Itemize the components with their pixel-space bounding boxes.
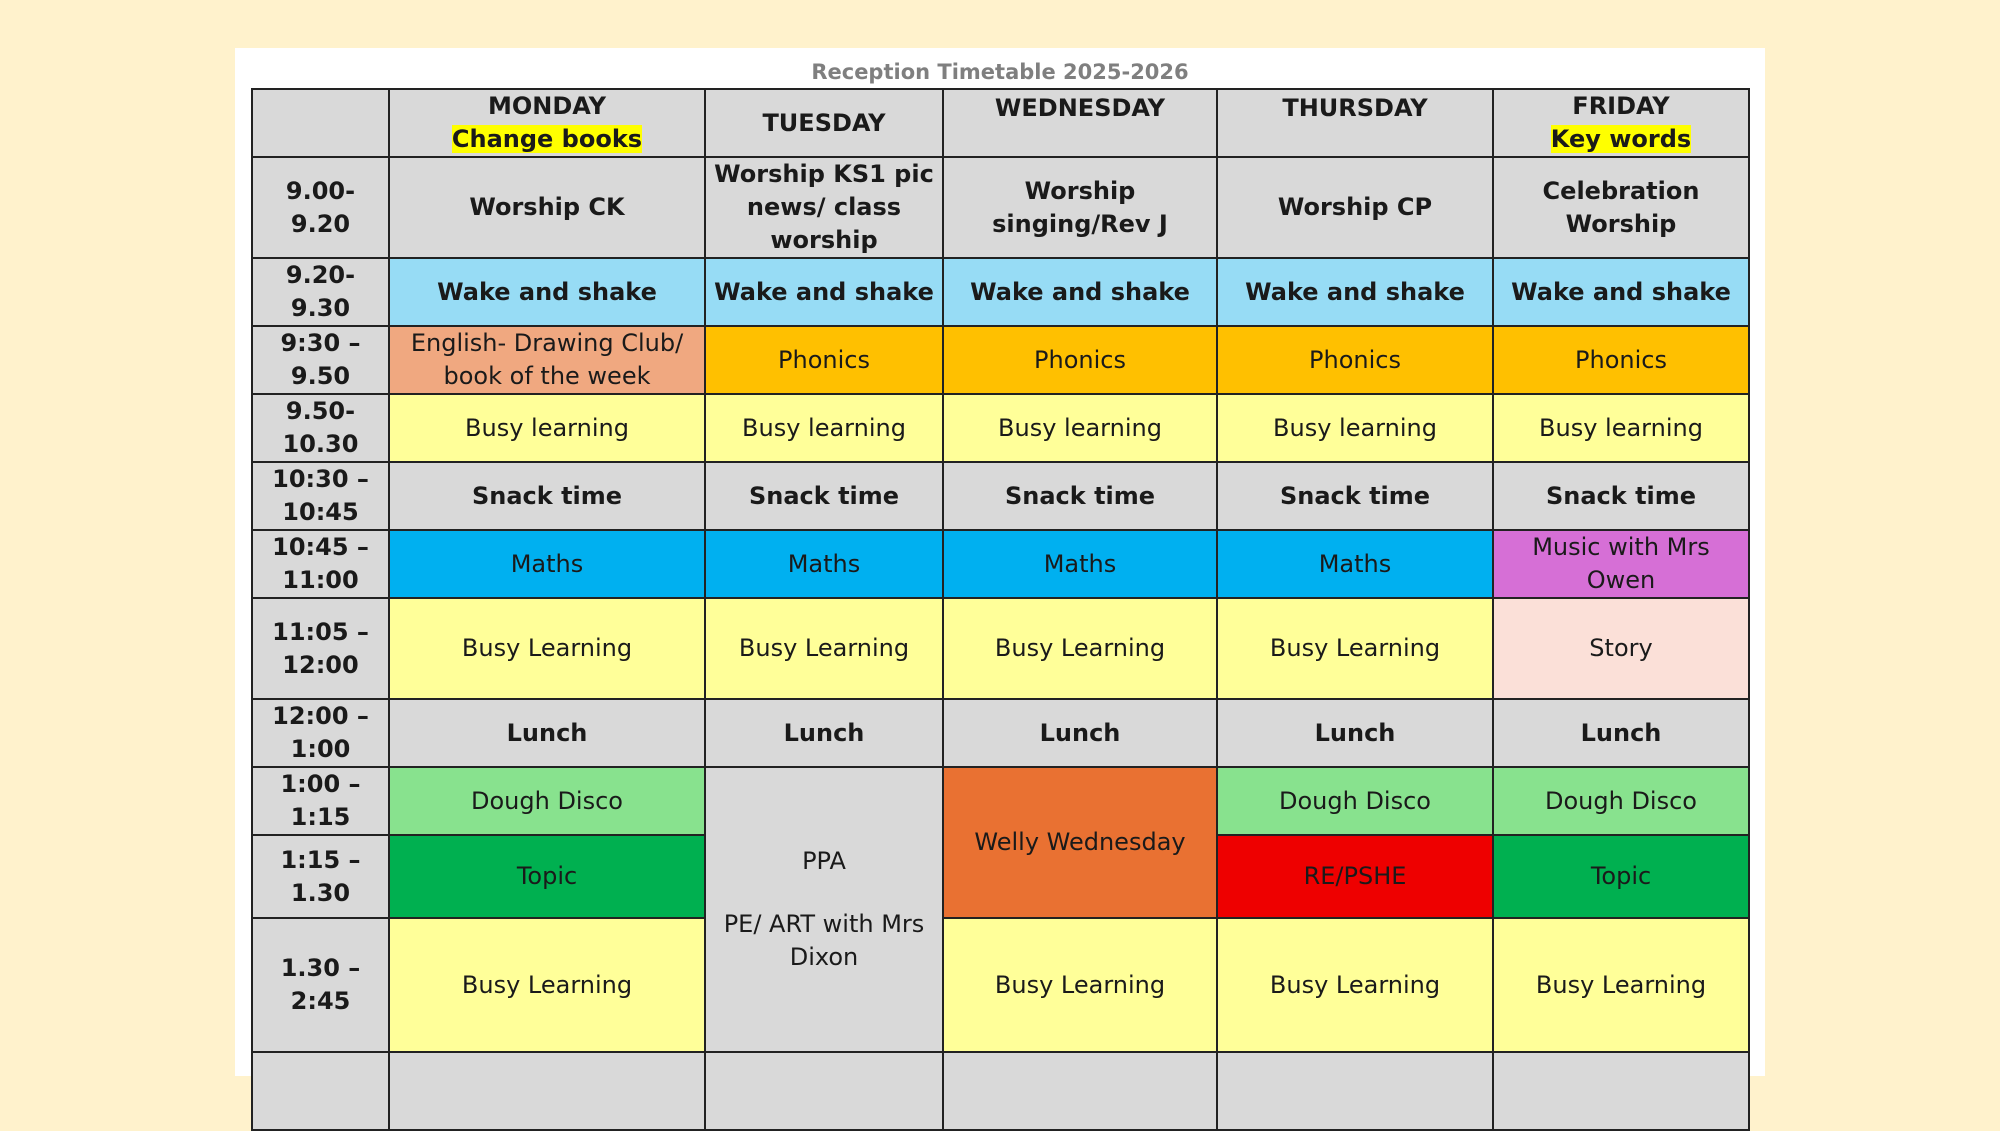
empty-cell — [1217, 1052, 1493, 1130]
row-snack — [252, 462, 1749, 530]
lunch-monday: Lunch — [389, 699, 705, 767]
busy-thursday: Busy Learning — [1217, 598, 1493, 699]
time-cell: 12:00 – 1:00 — [252, 699, 389, 767]
re-pshe-thursday: RE/PSHE — [1217, 835, 1493, 918]
busy-wednesday: Busy Learning — [943, 918, 1217, 1052]
busy-thursday: Busy Learning — [1217, 918, 1493, 1052]
day-label: FRIDAY — [1572, 92, 1670, 120]
header-monday — [389, 89, 705, 157]
busy-thursday: Busy learning — [1217, 394, 1493, 462]
busy-friday: Busy Learning — [1493, 918, 1749, 1052]
dough-friday: Dough Disco — [1493, 767, 1749, 835]
header-thursday: THURSDAY — [1217, 89, 1493, 157]
lunch-friday: Lunch — [1493, 699, 1749, 767]
snack-monday: Snack time — [389, 462, 705, 530]
wake-friday: Wake and shake — [1493, 258, 1749, 326]
pe-art-label: PE/ ART with Mrs Dixon — [723, 910, 925, 971]
wake-thursday: Wake and shake — [1217, 258, 1493, 326]
busy-monday: Busy Learning — [389, 918, 705, 1052]
time-cell: 9:30 – 9.50 — [252, 326, 389, 394]
worship-monday: Worship CK — [389, 157, 705, 258]
busy-tuesday: Busy learning — [705, 394, 943, 462]
worship-tuesday: Worship KS1 pic news/ class worship — [705, 157, 943, 258]
empty-cell — [389, 1052, 705, 1130]
worship-friday: Celebration Worship — [1493, 157, 1749, 258]
lunch-thursday: Lunch — [1217, 699, 1493, 767]
phonics-thursday: Phonics — [1217, 326, 1493, 394]
time-cell: 9.20-9.30 — [252, 258, 389, 326]
worship-thursday: Worship CP — [1217, 157, 1493, 258]
snack-thursday: Snack time — [1217, 462, 1493, 530]
busy-wednesday: Busy learning — [943, 394, 1217, 462]
busy-monday: Busy Learning — [389, 598, 705, 699]
header-row — [252, 89, 1749, 157]
dough-monday: Dough Disco — [389, 767, 705, 835]
lunch-wednesday: Lunch — [943, 699, 1217, 767]
wake-wednesday: Wake and shake — [943, 258, 1217, 326]
friday-note: Key words — [1550, 125, 1692, 153]
maths-tuesday: Maths — [705, 530, 943, 598]
row-lunch — [252, 699, 1749, 767]
welly-wednesday: Welly Wednesday — [943, 767, 1217, 918]
header-tuesday: TUESDAY — [705, 89, 943, 157]
monday-note: Change books — [451, 125, 643, 153]
ppa-label: PPA — [802, 847, 846, 875]
timetable-table — [251, 88, 1750, 1131]
time-cell: 1:15 – 1.30 — [252, 835, 389, 918]
topic-monday: Topic — [389, 835, 705, 918]
day-label: MONDAY — [488, 92, 606, 120]
snack-friday: Snack time — [1493, 462, 1749, 530]
dough-thursday: Dough Disco — [1217, 767, 1493, 835]
empty-cell — [1493, 1052, 1749, 1130]
empty-cell — [943, 1052, 1217, 1130]
time-cell: 11:05 – 12:00 — [252, 598, 389, 699]
time-cell: 10:45 – 11:00 — [252, 530, 389, 598]
header-wednesday: WEDNESDAY — [943, 89, 1217, 157]
time-cell: 10:30 – 10:45 — [252, 462, 389, 530]
topic-friday: Topic — [1493, 835, 1749, 918]
ppa-tuesday — [705, 767, 943, 1052]
story-friday: Story — [1493, 598, 1749, 699]
empty-cell — [252, 1052, 389, 1130]
row-phonics — [252, 326, 1749, 394]
busy-monday: Busy learning — [389, 394, 705, 462]
time-cell: 9.00-9.20 — [252, 157, 389, 258]
phonics-tuesday: Phonics — [705, 326, 943, 394]
row-maths — [252, 530, 1749, 598]
row-wake-and-shake — [252, 258, 1749, 326]
snack-tuesday: Snack time — [705, 462, 943, 530]
phonics-friday: Phonics — [1493, 326, 1749, 394]
time-cell: 1.30 – 2:45 — [252, 918, 389, 1052]
row-worship — [252, 157, 1749, 258]
timetable-title: Reception Timetable 2025-2026 — [811, 60, 1189, 84]
row-dough-disco — [252, 767, 1749, 835]
busy-wednesday: Busy Learning — [943, 598, 1217, 699]
busy-friday: Busy learning — [1493, 394, 1749, 462]
maths-thursday: Maths — [1217, 530, 1493, 598]
time-cell: 9.50- 10.30 — [252, 394, 389, 462]
english-monday: English- Drawing Club/ book of the week — [389, 326, 705, 394]
music-friday: Music with Mrs Owen — [1493, 530, 1749, 598]
worship-wednesday: Worship singing/Rev J — [943, 157, 1217, 258]
busy-tuesday: Busy Learning — [705, 598, 943, 699]
row-busy-learning-pm — [252, 918, 1749, 1052]
timetable-sheet — [235, 48, 1765, 1076]
wake-monday: Wake and shake — [389, 258, 705, 326]
row-busy-learning-am — [252, 394, 1749, 462]
empty-cell — [705, 1052, 943, 1130]
phonics-wednesday: Phonics — [943, 326, 1217, 394]
header-friday — [1493, 89, 1749, 157]
time-cell: 1:00 – 1:15 — [252, 767, 389, 835]
lunch-tuesday: Lunch — [705, 699, 943, 767]
row-empty — [252, 1052, 1749, 1130]
wake-tuesday: Wake and shake — [705, 258, 943, 326]
snack-wednesday: Snack time — [943, 462, 1217, 530]
row-busy-learning-late — [252, 598, 1749, 699]
maths-wednesday: Maths — [943, 530, 1217, 598]
maths-monday: Maths — [389, 530, 705, 598]
corner-cell — [252, 89, 389, 157]
